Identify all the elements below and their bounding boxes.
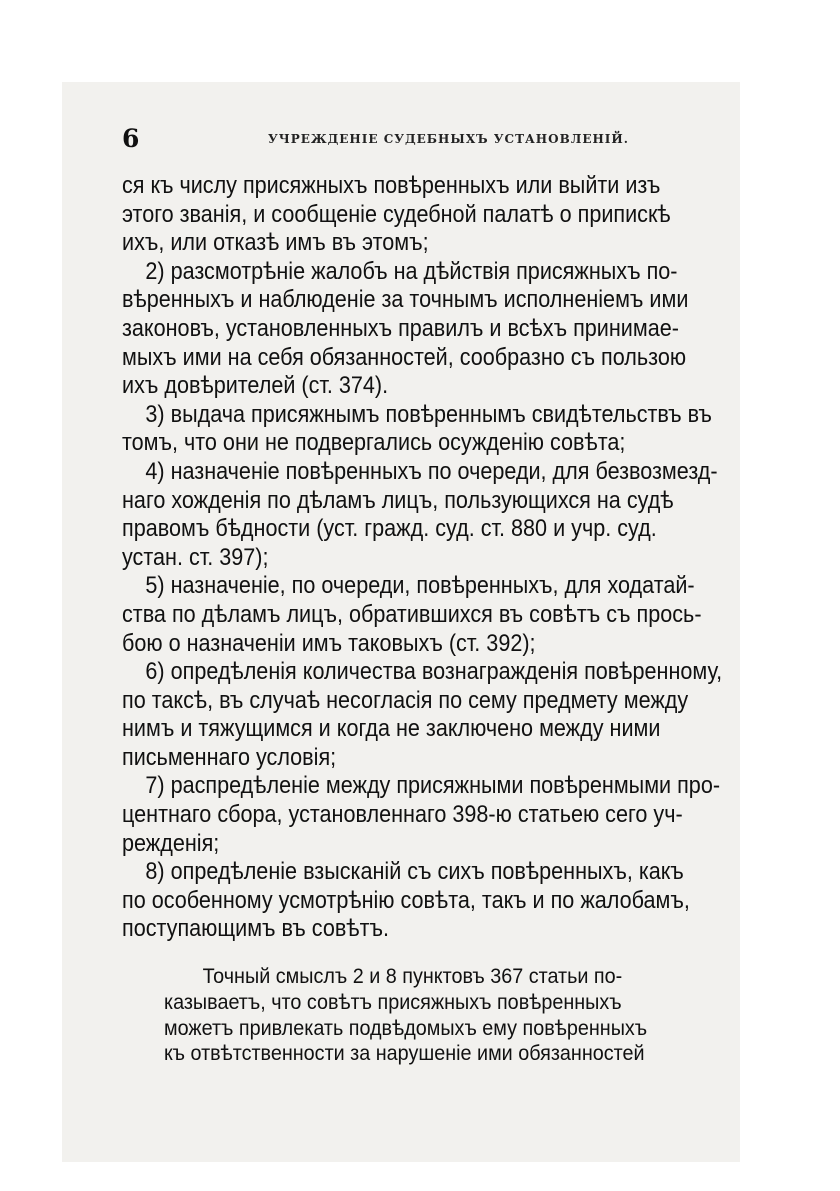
text-line: центнаго сбора, установленнаго 398-ю статьею сего уч-: [122, 801, 683, 829]
text-line: томъ, что они не подвергались осужденію совѣта;: [122, 429, 626, 457]
text-line: поступающимъ въ совѣтъ.: [122, 915, 389, 943]
text-line: ся къ числу присяжныхъ повѣренныхъ или выйти изъ: [122, 172, 661, 199]
text-line: 6) опредѣленія количества вознагражденія повѣренному,: [145, 658, 723, 686]
text-line: нимъ и тяжущимся и когда не заключено между ними: [122, 715, 661, 743]
text-line: по особенному усмотрѣнію совѣта, такъ и по жалобамъ,: [122, 886, 690, 914]
text-line: ихъ, или отказѣ имъ въ этомъ;: [122, 229, 429, 257]
text-line: устан. ст. 397);: [122, 543, 269, 571]
commentary-line: къ отвѣтственности за нарушеніе ими обязанностей: [164, 1041, 645, 1066]
text-line: режденія;: [122, 829, 220, 857]
text-line: наго хожденія по дѣламъ лицъ, пользующихся на судѣ: [122, 486, 674, 514]
text-line: ства по дѣламъ лицъ, обратившихся въ совѣтъ съ прось-: [122, 600, 702, 628]
commentary-text: [164, 964, 652, 1067]
text-line: 5) назначеніе, по очереди, повѣренныхъ, для ходатай-: [145, 572, 695, 600]
text-line: 3) выдача присяжнымъ повѣреннымъ свидѣтельствъ въ: [145, 400, 712, 428]
commentary-line: можетъ привлекать подвѣдомыхъ ему повѣренныхъ: [164, 1015, 648, 1040]
text-line: письменнаго условія;: [122, 743, 337, 771]
text-line: 8) опредѣленіе взысканій съ сихъ повѣренныхъ, какъ: [145, 858, 684, 886]
text-line: 7) распредѣленіе между присяжными повѣренмыми про-: [145, 772, 721, 800]
text-line: мыхъ ими на себя обязанностей, сообразно съ пользою: [122, 343, 687, 371]
running-title: УЧРЕЖДЕНІЕ СУДЕБНЫХЪ УСТАНОВЛЕНІЙ.: [268, 132, 629, 146]
text-line: бою о назначеніи имъ таковыхъ (ст. 392);: [122, 629, 536, 657]
text-line: вѣренныхъ и наблюденіе за точнымъ исполненіемъ ими: [122, 286, 689, 314]
text-line: правомъ бѣдности (уст. гражд. суд. ст. 880 и учр. суд.: [122, 515, 657, 543]
text-line: ихъ довѣрителей (ст. 374).: [122, 372, 389, 400]
page-number: 6: [122, 124, 140, 153]
text-line: 4) назначеніе повѣренныхъ по очереди, для безвозмезд-: [145, 457, 718, 485]
commentary-line: казываетъ, что совѣтъ присяжныхъ повѣренныхъ: [164, 989, 622, 1014]
text-line: 2) разсмотрѣніе жалобъ на дѣйствія присяжныхъ по-: [145, 257, 678, 285]
body-text: [122, 172, 723, 944]
text-line: по таксѣ, въ случаѣ несогласія по сему предмету между: [122, 686, 689, 714]
text-line: законовъ, установленныхъ правилъ и всѣхъ принимае-: [122, 314, 679, 342]
text-line: этого званія, и сообщеніе судебной палатѣ о припискѣ: [122, 200, 671, 228]
commentary-line: Точный смыслъ 2 и 8 пунктовъ 367 статьи по-: [202, 964, 623, 988]
